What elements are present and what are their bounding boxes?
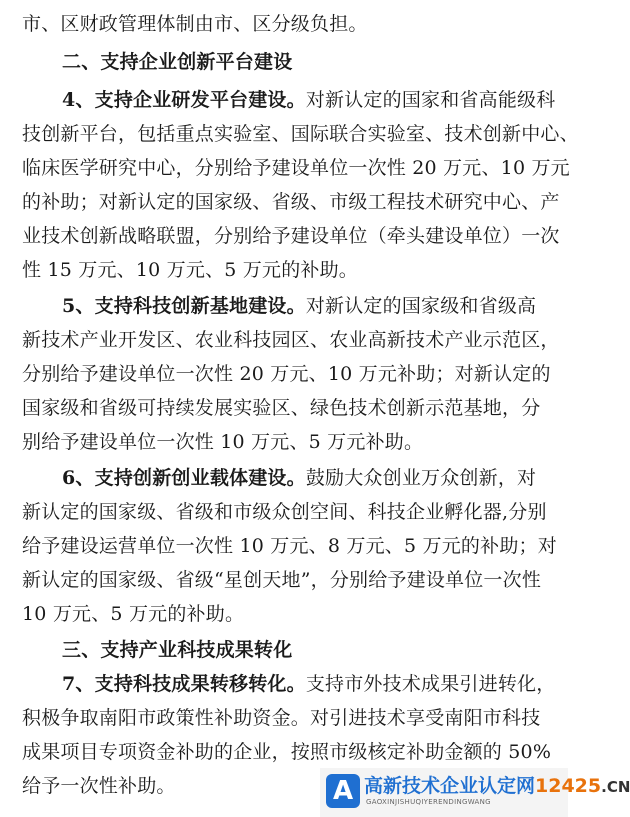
clause-heading: 4、支持企业研发平台建设。 [62, 89, 306, 111]
text-line: 6、支持创新创业载体建设。鼓励大众创业万众创新，对 [62, 467, 537, 489]
text-line: 4、支持企业研发平台建设。对新认定的国家和省高能级科 [62, 89, 556, 111]
text-line: 分别给予建设单位一次性 20 万元、10 万元补助；对新认定的 [22, 363, 551, 385]
clause-heading: 5、支持科技创新基地建设。 [62, 295, 306, 317]
text-line: 别给予建设单位一次性 10 万元、5 万元补助。 [22, 431, 424, 453]
text-line: 业技术创新战略联盟，分别给予建设单位（牵头建设单位）一次 [22, 225, 560, 247]
text-line: 给予建设运营单位一次性 10 万元、8 万元、5 万元的补助；对 [22, 535, 557, 557]
text-line: 性 15 万元、10 万元、5 万元的补助。 [22, 259, 359, 281]
section-heading: 二、支持企业创新平台建设 [62, 51, 293, 73]
site-watermark [320, 768, 630, 817]
logo-icon: A [326, 774, 360, 808]
text-line: 技创新平台，包括重点实验室、国际联合实验室、技术创新中心、 [22, 123, 579, 145]
text-line: 积极争取南阳市政策性补助资金。对引进技术享受南阳市科技 [22, 707, 541, 729]
text-line: 5、支持科技创新基地建设。对新认定的国家级和省级高 [62, 295, 537, 317]
clause-heading: 7、支持科技成果转移转化。 [62, 673, 306, 695]
text-line: 的补助；对新认定的国家级、省级、市级工程技术研究中心、产 [22, 191, 560, 213]
text-line: 国家级和省级可持续发展实验区、绿色技术创新示范基地，分 [22, 397, 541, 419]
clause-heading: 6、支持创新创业载体建设。 [62, 467, 306, 489]
text-line: 成果项目专项资金补助的企业，按照市级核定补助金额的 50% [22, 741, 552, 763]
text-line: 10 万元、5 万元的补助。 [22, 603, 245, 625]
text-line: 临床医学研究中心，分别给予建设单位一次性 20 万元、10 万元 [22, 157, 570, 179]
section-heading: 三、支持产业科技成果转化 [62, 639, 293, 661]
text-line: 新认定的国家级、省级“星创天地”，分别给予建设单位一次性 [22, 569, 542, 591]
text-line: 市、区财政管理体制由市、区分级负担。 [22, 13, 368, 35]
text-line: 给予一次性补助。 [22, 775, 176, 797]
watermark-subtitle: GAOXINJISHUQIYERENDINGWANG [366, 798, 491, 806]
text-line: 新技术产业开发区、农业科技园区、农业高新技术产业示范区， [22, 329, 560, 351]
text-line: 新认定的国家级、省级和市级众创空间、科技企业孵化器,分别 [22, 501, 547, 523]
watermark-title: 高新技术企业认定网12425.CN [364, 775, 630, 797]
text-line: 7、支持科技成果转移转化。支持市外技术成果引进转化， [62, 673, 556, 695]
